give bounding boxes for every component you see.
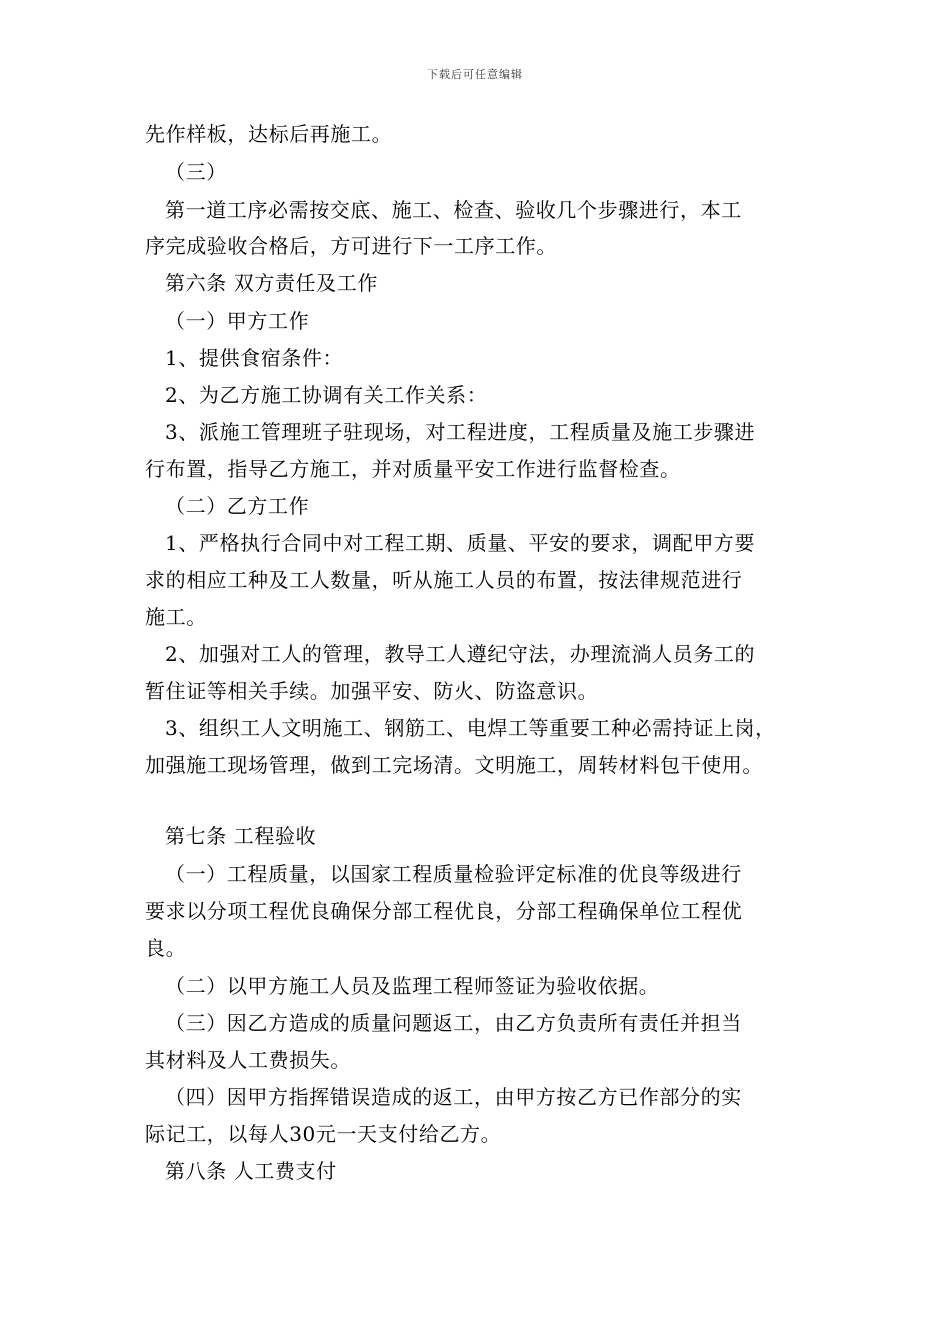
list-item: 2、加强对工人的管理，教导工人遵纪守法，办理流淌人员务工的	[165, 642, 756, 666]
paragraph-line: 际记工，以每人30元一天支付给乙方。	[145, 1122, 502, 1146]
paragraph-line: 第一道工序必需按交底、施工、检查、验收几个步骤进行，本工	[165, 198, 742, 222]
paragraph-line: 施工。	[145, 605, 207, 629]
paragraph-line: 良。	[145, 936, 187, 960]
subsection-heading: （二）乙方工作	[165, 494, 310, 518]
paragraph-line: 其材料及人工费损失。	[145, 1048, 351, 1072]
list-item: 1、严格执行合同中对工程工期、质量、平安的要求，调配甲方要	[165, 531, 756, 555]
list-item: 3、派施工管理班子驻现场，对工程进度，工程质量及施工步骤进	[165, 420, 756, 444]
article-heading: 第六条 双方责任及工作	[165, 271, 378, 295]
list-item: 3、组织工人文明施工、钢筋工、电焊工等重要工种必需持证上岗，	[165, 716, 776, 740]
section-marker: （三）	[165, 160, 227, 184]
paragraph-line: 行布置，指导乙方施工，并对质量平安工作进行监督检查。	[145, 457, 681, 481]
paragraph-line: 序完成验收合格后，方可进行下一工序工作。	[145, 234, 557, 258]
list-item: 1、提供食宿条件：	[165, 346, 344, 370]
paragraph-line: 暂住证等相关手续。加强平安、防火、防盗意识。	[145, 679, 599, 703]
list-item: （三）因乙方造成的质量问题返工，由乙方负责所有责任并担当	[165, 1011, 742, 1035]
paragraph-line: 先作样板，达标后再施工。	[145, 122, 393, 146]
paragraph-line: 求的相应工种及工人数量，听从施工人员的布置，按法律规范进行	[145, 568, 743, 592]
list-item: （一）工程质量，以国家工程质量检验评定标准的优良等级进行	[165, 862, 742, 886]
list-item: 2、为乙方施工协调有关工作关系：	[165, 383, 488, 407]
article-heading: 第七条 工程验收	[165, 824, 317, 848]
list-item: （二）以甲方施工人员及监理工程师签证为验收依据。	[165, 974, 660, 998]
paragraph-line: 加强施工现场管理，做到工完场清。文明施工，周转材料包干使用。	[145, 753, 763, 777]
article-heading: 第八条 人工费支付	[165, 1159, 337, 1183]
page-header: 下载后可任意编辑	[427, 68, 523, 81]
list-item: （四）因甲方指挥错误造成的返工，由甲方按乙方已作部分的实	[165, 1085, 742, 1109]
paragraph-line: 要求以分项工程优良确保分部工程优良，分部工程确保单位工程优	[145, 899, 743, 923]
subsection-heading: （一）甲方工作	[165, 309, 310, 333]
